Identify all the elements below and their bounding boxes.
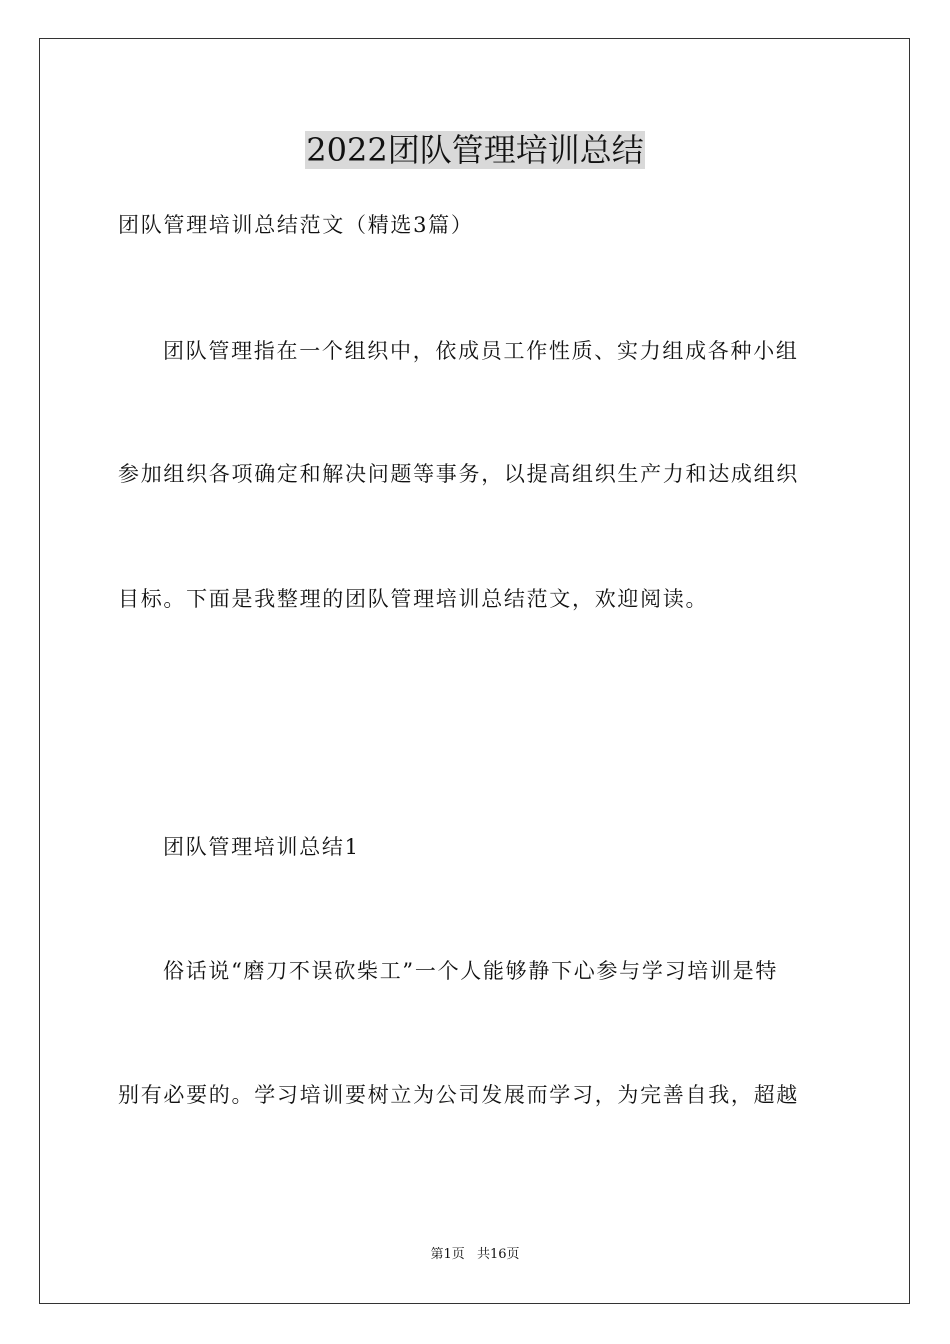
page-number-current: 第1页	[430, 1247, 465, 1262]
paragraph-line: 目标。下面是我整理的团队管理培训总结范文，欢迎阅读。	[118, 587, 709, 611]
document-title-text: 2022团队管理培训总结	[306, 131, 644, 169]
paragraph-line: 参加组织各项确定和解决问题等事务，以提高组织生产力和达成组织	[118, 462, 799, 486]
document-title	[0, 130, 950, 170]
section-heading: 团队管理培训总结1	[163, 835, 360, 859]
document-subtitle: 团队管理培训总结范文（精选3篇）	[118, 213, 474, 237]
page-number-total: 共16页	[476, 1247, 520, 1262]
paragraph-line: 团队管理指在一个组织中，依成员工作性质、实力组成各种小组	[163, 339, 799, 363]
paragraph-line: 别有必要的。学习培训要树立为公司发展而学习，为完善自我，超越	[118, 1083, 799, 1107]
paragraph-line: 俗话说“磨刀不误砍柴工”一个人能够静下心参与学习培训是特	[163, 959, 779, 983]
page-footer	[0, 1246, 950, 1264]
